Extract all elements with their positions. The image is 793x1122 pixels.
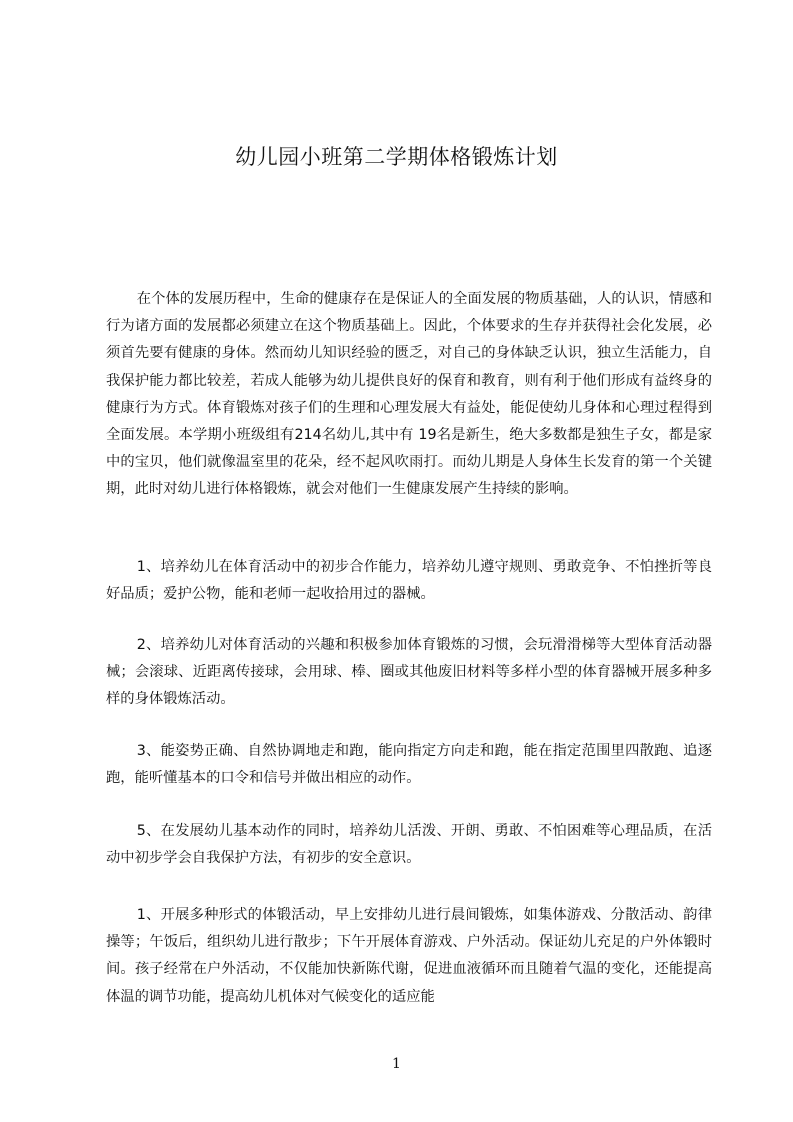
page-number: 1 — [392, 1056, 401, 1072]
goal-paragraph-1: 1、培养幼儿在体育活动中的初步合作能力，培养幼儿遵守规则、勇敢竞争、不怕挫折等良好品质；爱护公物，能和老师一起收拾用过的器械。 — [106, 559, 712, 603]
measure-paragraph-1: 1、开展多种形式的体锻活动，早上安排幼儿进行晨间锻炼，如集体游戏、分散活动、韵律操等；午饭后，组织幼儿进行散步；下午开展体育游戏、户外活动。保证幼儿充足的户外体锻时间。孩子经常在户外活动，不仅能加快新陈代谢，促进血液循环而且随着气温的变化，还能提高体温的调节功能，提高幼儿机体对气候变化的适应能 — [106, 907, 712, 1005]
goal-paragraph-3: 3、能姿势正确、自然协调地走和跑，能向指定方向走和跑，能在指定范围里四散跑、追逐跑，能听懂基本的口令和信号并做出相应的动作。 — [106, 743, 712, 787]
document-title: 幼儿园小班第二学期体格锻炼计划 — [235, 145, 558, 169]
goal-paragraph-2: 2、培养幼儿对体育活动的兴趣和积极参加体育锻炼的习惯，会玩滑滑梯等大型体育活动器械；会滚球、近距离传接球，会用球、棒、圈或其他废旧材料等多样小型的体育器械开展多种多样的身体锻炼活动。 — [106, 637, 712, 708]
intro-paragraph: 在个体的发展历程中，生命的健康存在是保证人的全面发展的物质基础，人的认识，情感和行为诸方面的发展都必须建立在这个物质基础上。因此，个体要求的生存并获得社会化发展，必须首先要有健康的身体。然而幼儿知识经验的匮乏，对自己的身体缺乏认识，独立生活能力，自我保护能力都比较差，若成人能够为幼儿提供良好的保育和教育，则有利于他们形成有益终身的健康行为方式。体育锻炼对孩子们的生理和心理发展大有益处，能促使幼儿身体和心理过程得到全面发展。本学期小班级组有214名幼儿,其中有 19名是新生，绝大多数都是独生子女，都是家中的宝贝，他们就像温室里的花朵，经不起风吹雨打。而幼儿期是人身体生长发育的第一个关键期，此时对幼儿进行体格锻炼，就会对他们一生健康发展产生持续的影响。 — [106, 291, 712, 498]
goal-paragraph-5: 5、在发展幼儿基本动作的同时，培养幼儿活泼、开朗、勇敢、不怕困难等心理品质，在活动中初步学会自我保护方法，有初步的安全意识。 — [106, 823, 712, 867]
